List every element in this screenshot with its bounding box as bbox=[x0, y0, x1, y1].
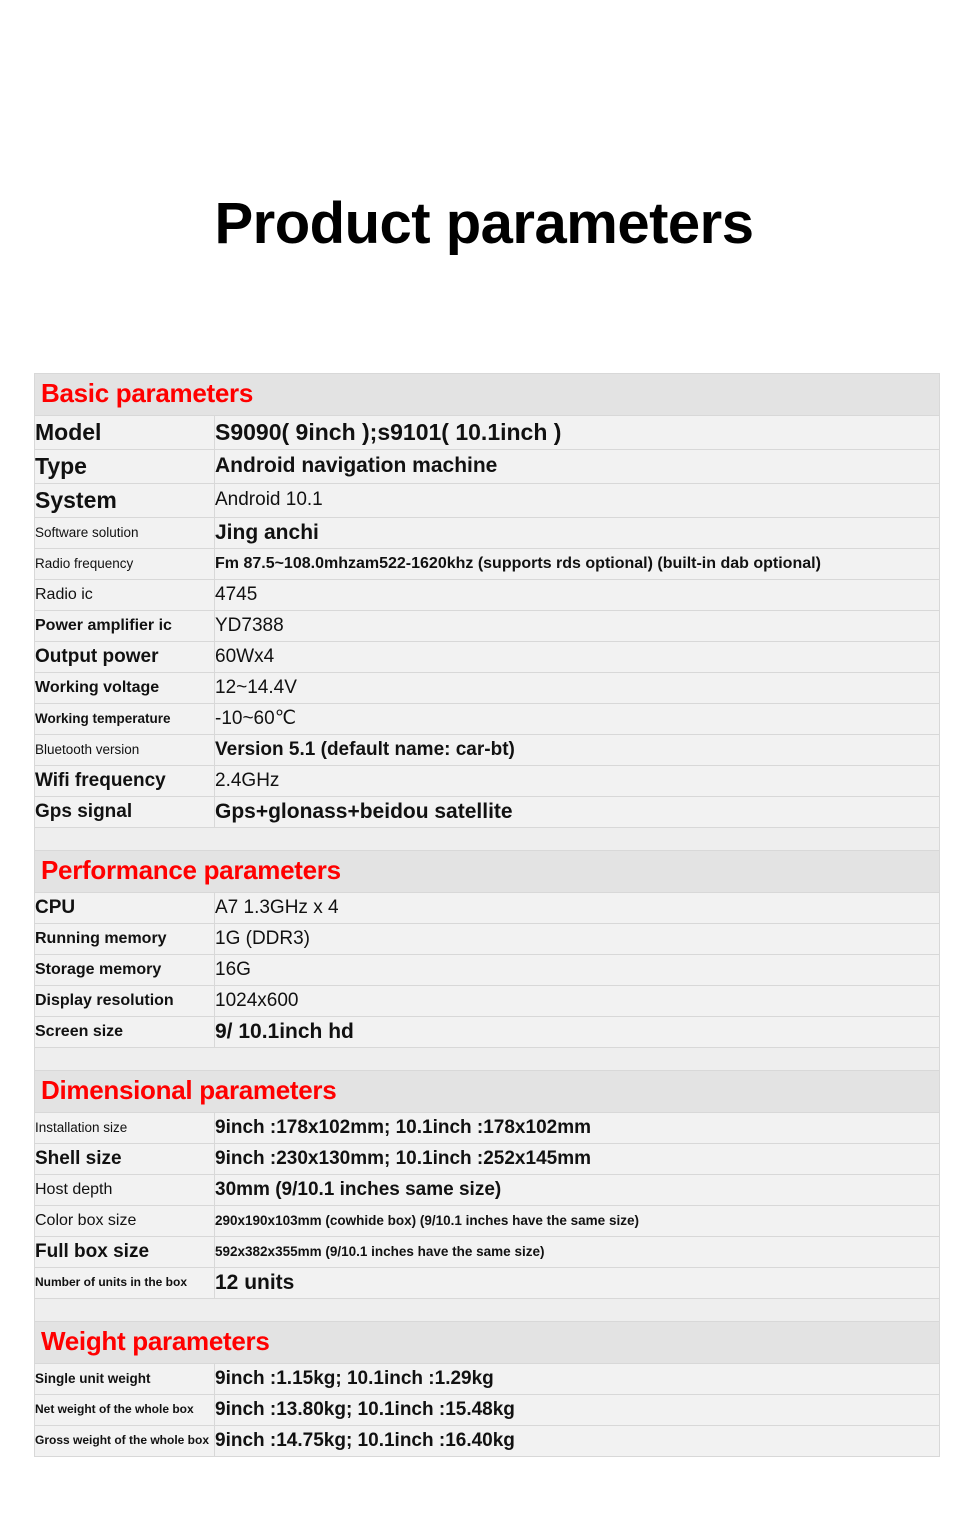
spec-label: Storage memory bbox=[35, 954, 215, 985]
spec-label: Shell size bbox=[35, 1143, 215, 1174]
spec-label: CPU bbox=[35, 892, 215, 923]
spec-value: 9inch :1.15kg; 10.1inch :1.29kg bbox=[215, 1363, 940, 1394]
spec-label: Gps signal bbox=[35, 796, 215, 827]
spec-value: 9inch :230x130mm; 10.1inch :252x145mm bbox=[215, 1143, 940, 1174]
spec-value: 290x190x103mm (cowhide box) (9/10.1 inches have the same size) bbox=[215, 1205, 940, 1236]
spec-row bbox=[35, 415, 940, 449]
spec-value: 60Wx4 bbox=[215, 641, 940, 672]
spec-label: Host depth bbox=[35, 1174, 215, 1205]
spec-row bbox=[35, 1016, 940, 1047]
spec-row bbox=[35, 579, 940, 610]
spec-value: 9inch :14.75kg; 10.1inch :16.40kg bbox=[215, 1425, 940, 1456]
section-heading: Weight parameters bbox=[35, 1321, 940, 1363]
spec-row bbox=[35, 1363, 940, 1394]
spec-value: Android 10.1 bbox=[215, 483, 940, 517]
spec-table-body bbox=[35, 373, 940, 1456]
spec-row bbox=[35, 1425, 940, 1456]
spec-label: Wifi frequency bbox=[35, 765, 215, 796]
spec-label: Output power bbox=[35, 641, 215, 672]
spec-value: 30mm (9/10.1 inches same size) bbox=[215, 1174, 940, 1205]
spec-row bbox=[35, 734, 940, 765]
spec-value: 592x382x355mm (9/10.1 inches have the same size) bbox=[215, 1236, 940, 1267]
spec-row bbox=[35, 610, 940, 641]
section-heading: Basic parameters bbox=[35, 373, 940, 415]
spec-row bbox=[35, 1205, 940, 1236]
spec-label: Display resolution bbox=[35, 985, 215, 1016]
spec-label: Radio ic bbox=[35, 579, 215, 610]
spec-label: Screen size bbox=[35, 1016, 215, 1047]
spec-value: S9090( 9inch );s9101( 10.1inch ) bbox=[215, 415, 940, 449]
spec-value: Fm 87.5~108.0mhzam522-1620khz (supports rds optional) (built-in dab optional) bbox=[215, 548, 940, 579]
spec-label: Number of units in the box bbox=[35, 1267, 215, 1298]
spec-label: Working voltage bbox=[35, 672, 215, 703]
section-spacer-row bbox=[35, 827, 940, 850]
spec-value: 9inch :178x102mm; 10.1inch :178x102mm bbox=[215, 1112, 940, 1143]
spec-value: 1024x600 bbox=[215, 985, 940, 1016]
section-spacer-row bbox=[35, 1047, 940, 1070]
spec-row bbox=[35, 1112, 940, 1143]
spec-label: Type bbox=[35, 449, 215, 483]
spec-row bbox=[35, 985, 940, 1016]
spec-label: Radio frequency bbox=[35, 548, 215, 579]
spec-label: Gross weight of the whole box bbox=[35, 1425, 215, 1456]
spec-row bbox=[35, 954, 940, 985]
spec-value: A7 1.3GHz x 4 bbox=[215, 892, 940, 923]
spec-table bbox=[34, 373, 940, 1457]
spec-row bbox=[35, 1267, 940, 1298]
section-spacer bbox=[35, 1298, 940, 1321]
spec-label: Power amplifier ic bbox=[35, 610, 215, 641]
section-heading-row bbox=[35, 1070, 940, 1112]
spec-label: Installation size bbox=[35, 1112, 215, 1143]
spec-value: 2.4GHz bbox=[215, 765, 940, 796]
spec-value: 1G (DDR3) bbox=[215, 923, 940, 954]
spec-row bbox=[35, 449, 940, 483]
spec-label: Net weight of the whole box bbox=[35, 1394, 215, 1425]
spec-label: Color box size bbox=[35, 1205, 215, 1236]
spec-value: 4745 bbox=[215, 579, 940, 610]
spec-row bbox=[35, 796, 940, 827]
spec-label: System bbox=[35, 483, 215, 517]
spec-label: Full box size bbox=[35, 1236, 215, 1267]
spec-value: YD7388 bbox=[215, 610, 940, 641]
page-title: Product parameters bbox=[214, 190, 754, 256]
spec-row bbox=[35, 1174, 940, 1205]
spec-value: 12~14.4V bbox=[215, 672, 940, 703]
spec-row bbox=[35, 703, 940, 734]
spec-row bbox=[35, 641, 940, 672]
spec-label: Bluetooth version bbox=[35, 734, 215, 765]
spec-row bbox=[35, 1394, 940, 1425]
spec-label: Single unit weight bbox=[35, 1363, 215, 1394]
spec-row bbox=[35, 765, 940, 796]
spec-label: Working temperature bbox=[35, 703, 215, 734]
spec-value: -10~60℃ bbox=[215, 703, 940, 734]
spec-row bbox=[35, 892, 940, 923]
spec-row bbox=[35, 672, 940, 703]
spec-row bbox=[35, 1236, 940, 1267]
section-heading-row bbox=[35, 850, 940, 892]
section-heading-row bbox=[35, 373, 940, 415]
spec-value: 12 units bbox=[215, 1267, 940, 1298]
section-spacer bbox=[35, 827, 940, 850]
spec-label: Model bbox=[35, 415, 215, 449]
spec-value: 16G bbox=[215, 954, 940, 985]
section-spacer-row bbox=[35, 1298, 940, 1321]
section-heading-row bbox=[35, 1321, 940, 1363]
spec-value: 9inch :13.80kg; 10.1inch :15.48kg bbox=[215, 1394, 940, 1425]
section-spacer bbox=[35, 1047, 940, 1070]
spec-label: Software solution bbox=[35, 517, 215, 548]
spec-value: Gps+glonass+beidou satellite bbox=[215, 796, 940, 827]
spec-value: Jing anchi bbox=[215, 517, 940, 548]
product-parameters-page bbox=[0, 39, 968, 1539]
spec-value: Version 5.1 (default name: car-bt) bbox=[215, 734, 940, 765]
spec-row bbox=[35, 483, 940, 517]
spec-label: Running memory bbox=[35, 923, 215, 954]
spec-row bbox=[35, 548, 940, 579]
spec-table-wrapper bbox=[0, 373, 968, 1457]
spec-value: Android navigation machine bbox=[215, 449, 940, 483]
section-heading: Performance parameters bbox=[35, 850, 940, 892]
spec-row bbox=[35, 1143, 940, 1174]
spec-row bbox=[35, 517, 940, 548]
spec-value: 9/ 10.1inch hd bbox=[215, 1016, 940, 1047]
spec-row bbox=[35, 923, 940, 954]
section-heading: Dimensional parameters bbox=[35, 1070, 940, 1112]
